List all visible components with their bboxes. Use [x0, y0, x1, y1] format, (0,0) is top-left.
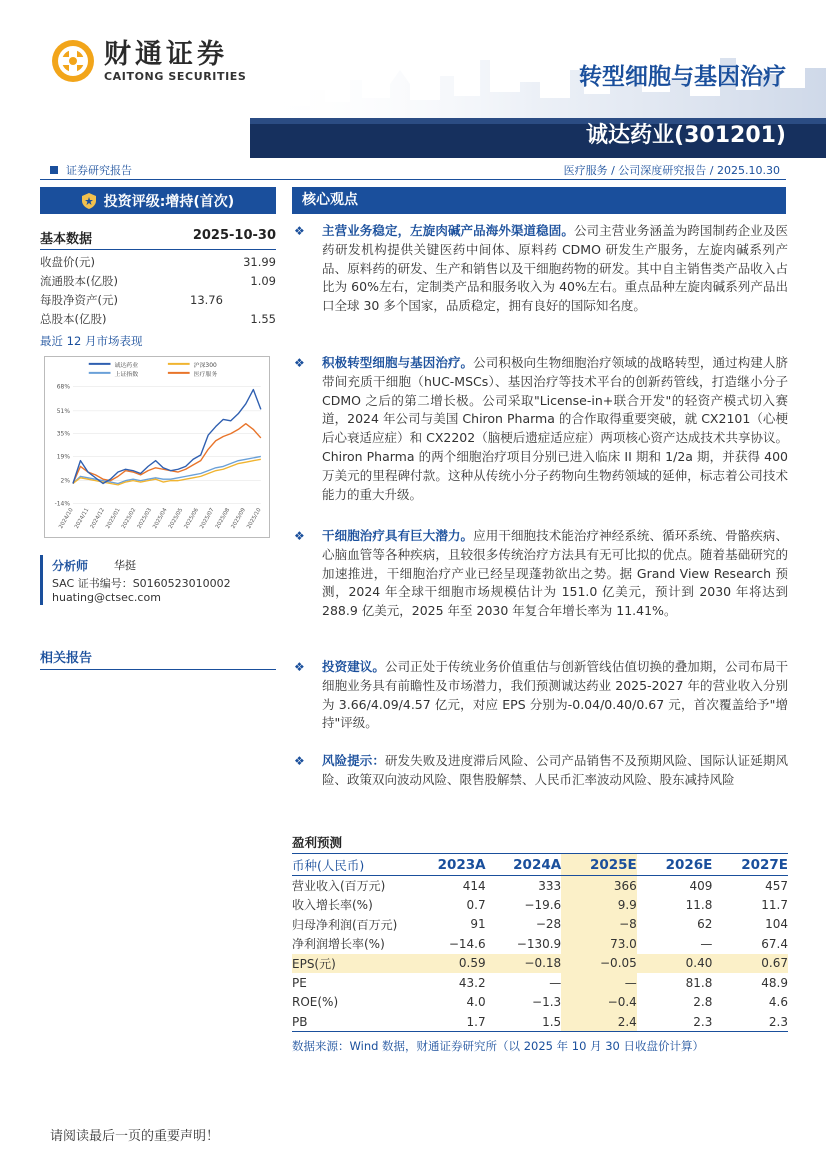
- table-cell: 11.7: [761, 897, 788, 912]
- basic-data-table: [40, 228, 276, 329]
- disclaimer-footer: 请阅读最后一页的重要声明！: [50, 1129, 220, 1144]
- analyst-accent-bar: [40, 555, 43, 605]
- report-category-date: 医疗服务 / 公司深度研究报告 / 2025.10.30: [563, 164, 780, 177]
- x-tick-label: 2025/06: [183, 507, 200, 530]
- report-type: 证券研究报告: [66, 164, 132, 177]
- legend-label: 上证指数: [114, 370, 139, 378]
- core-point: ❖ 风险提示：研发失败及进度滞后风险、公司产品销售不及预期风险、国际认证延期风险、政策双向波动风险、限售股解禁、人民币汇率波动风险、股东减持风险: [294, 753, 788, 787]
- diamond-bullet-icon: ❖: [294, 660, 305, 674]
- core-view-heading: 核心观点: [292, 187, 786, 214]
- table-cell: −1.3: [532, 995, 562, 1010]
- table-cell: 366: [561, 876, 637, 896]
- table-cell: −14.6: [448, 936, 486, 951]
- rating-text: 投资评级:增持(首次): [103, 193, 235, 210]
- table-header-row: 币种(人民币) 2023A 2024A 2025E 2026E 2027E: [292, 854, 788, 876]
- basic-data-row: 每股净资产(元) 13.76: [40, 293, 223, 307]
- diamond-bullet-icon: ❖: [294, 754, 305, 768]
- table-row: [292, 934, 788, 954]
- core-point: ❖ 积极转型细胞与基因治疗。公司积极向生物细胞治疗领域的战略转型，通过构建人脐带间充质干细胞（hUC-MSCs）、基因治疗等技术平台的创新药管线，打造继小分子 CDMO 之后的第二增长极。公司采取"License-in+联合开发"的轻资产模式切入赛道，2024 年公司与美国 Chiron Pharma 的合作取得重要突破，就 CX2101（心梗后心衰适应症）和 CX2202（脑梗后遗症适应症）两项核心资产达成技术共享协议。Chiron Pharma 的两个细胞治疗项目分别已进入临床 II 期和 1/2a 期，并获得 400 万美元的里程碑付款。这种从传统小分子药物向生物药领域的延伸，标志着公司技术能力的重大升级。: [294, 355, 788, 502]
- table-row: [292, 973, 788, 993]
- x-tick-label: 2024/12: [89, 507, 106, 530]
- report-title: 转型细胞与基因治疗: [579, 64, 786, 90]
- y-tick-label: 35%: [56, 430, 70, 438]
- row-label: 营业收入(百万元): [292, 879, 386, 893]
- x-tick-label: 2025/02: [120, 507, 138, 530]
- y-tick-label: 51%: [56, 407, 70, 415]
- legend-label: 诚达药业: [114, 361, 139, 369]
- table-cell: 4.0: [466, 995, 486, 1010]
- table-cell: 2.3: [637, 1012, 713, 1032]
- row-label: 收入增长率(%): [292, 898, 373, 913]
- x-tick-label: 2025/01: [105, 507, 122, 530]
- basic-data-row: 流通股本(亿股) 1.09: [40, 274, 276, 288]
- table-row: [292, 915, 788, 935]
- legend-label: 医疗服务: [193, 370, 218, 378]
- core-point: ❖ 投资建议。公司正处于传统业务价值重估与创新管线估值切换的叠加期，公司布局干细胞业务具有前瞻性及市场潜力，我们预测诚达药业 2025-2027 年的营业收入分别为 3.66/4.09/4.57 亿元，对应 EPS 分别为-0.04/0.40/0.67 元，首次覆盖给予"增持"评级。: [294, 659, 788, 731]
- y-tick-label: -14%: [54, 500, 70, 508]
- diamond-bullet-icon: ❖: [294, 356, 305, 370]
- diamond-bullet-icon: ❖: [294, 224, 305, 238]
- table-cell: −0.4: [561, 993, 637, 1013]
- table-cell: 4.6: [768, 995, 788, 1010]
- basic-data-row: 总股本(亿股) 1.55: [40, 312, 276, 326]
- table-cell: 2.4: [561, 1012, 637, 1032]
- table-cell: —: [700, 936, 713, 951]
- table-cell: 0.7: [466, 897, 486, 912]
- table-row: [292, 876, 788, 896]
- table-cell: 104: [765, 917, 788, 932]
- table-cell: −19.6: [524, 897, 562, 912]
- x-tick-label: 2025/03: [136, 507, 153, 530]
- basic-data-date: 2025-10-30: [192, 228, 276, 243]
- table-cell: 91: [470, 917, 486, 932]
- table-row: [292, 895, 788, 915]
- series-line-4: [73, 424, 261, 484]
- x-tick-label: 2024/11: [73, 507, 91, 530]
- investment-rating: [40, 187, 276, 214]
- table-cell: −0.05: [561, 954, 637, 974]
- table-cell: —: [561, 973, 637, 993]
- x-tick-label: 2025/10: [246, 507, 263, 530]
- table-cell: 0.59: [410, 954, 486, 974]
- market-performance-title: 最近 12 月市场表现: [40, 334, 143, 348]
- core-point: ❖ 干细胞治疗具有巨大潜力。应用干细胞技术能治疗神经系统、循环系统、骨骼疾病、心脑血管等各种疾病，且较很多传统治疗方法具有无可比拟的优点。随着基础研究的加速推进，干细胞治疗产业已经呈现蓬勃欲出之势。据 Grand View Research 预测，2024 年全球干细胞市场规模估计为 151.0 亿美元，预计到 2030 年将达到 288.9 亿美元，2025 年至 2030 年复合年增长率为 11.41%。: [294, 528, 788, 619]
- diamond-bullet-icon: ❖: [294, 529, 305, 543]
- y-tick-label: 68%: [56, 383, 70, 391]
- row-label: 净利润增长率(%): [292, 937, 385, 952]
- market-performance-chart: [44, 356, 270, 538]
- x-tick-label: 2025/07: [199, 507, 216, 530]
- table-cell: 73.0: [561, 934, 637, 954]
- table-cell: 11.8: [685, 897, 713, 912]
- table-cell: 409: [689, 878, 713, 893]
- table-cell: —: [549, 975, 562, 990]
- analyst-name: 华挺: [114, 559, 137, 572]
- table-cell: 9.9: [561, 895, 637, 915]
- table-cell: 1.7: [410, 1012, 486, 1032]
- table-cell: −8: [561, 915, 637, 935]
- row-label: ROE(%): [292, 995, 339, 1010]
- table-row: [292, 954, 788, 974]
- series-line-1: [73, 390, 261, 484]
- table-cell: −28: [535, 917, 562, 932]
- table-cell: 62: [697, 917, 713, 932]
- table-cell: 48.9: [761, 975, 788, 990]
- table-cell: −0.18: [486, 954, 562, 974]
- table-row: [292, 1012, 788, 1032]
- row-label: 归母净利润(百万元): [292, 917, 398, 932]
- table-cell: 43.2: [458, 975, 486, 990]
- x-tick-label: 2025/08: [214, 507, 232, 530]
- square-bullet-icon: [50, 166, 58, 174]
- table-cell: 457: [765, 878, 788, 893]
- row-label: PB: [292, 1012, 410, 1032]
- table-row: [292, 993, 788, 1013]
- table-cell: 414: [462, 878, 486, 893]
- table-cell: 1.5: [486, 1012, 562, 1032]
- table-cell: 67.4: [761, 936, 788, 951]
- row-label: PE: [292, 975, 307, 990]
- x-tick-label: 2024/10: [58, 507, 75, 530]
- data-source-note: 数据来源：Wind 数据，财通证券研究所（以 2025 年 10 月 30 日收盘价计算）: [292, 1039, 705, 1053]
- x-tick-label: 2025/04: [152, 507, 169, 530]
- brand-logo: [50, 38, 246, 84]
- core-point: ❖ 主营业务稳定，左旋肉碱产品海外渠道稳固。公司主营业务涵盖为跨国制药企业及医药研发机构提供关键医药中间体、原料药 CDMO 研发生产服务，左旋肉碱系列产品、原料药的研发、生产和销售以及干细胞药物的研发。其中自主销售类产品收入占比为 60%左右，定制类产品和服务收入为 40%左右。重点品种左旋肉碱系列产品出口全球 30 多个国家，品质稳定，拥有良好的国际知名度。: [294, 223, 788, 314]
- profit-forecast-table: [292, 853, 788, 1032]
- x-tick-label: 2025/09: [230, 507, 247, 530]
- sub-header-bar: [40, 160, 786, 180]
- table-cell: 81.8: [685, 975, 713, 990]
- forecast-title: 盈利预测: [292, 835, 343, 850]
- y-tick-label: 19%: [56, 453, 70, 461]
- basic-data-row: 收盘价(元) 31.99: [40, 255, 276, 269]
- analyst-label: 分析师: [52, 559, 89, 573]
- table-cell: −130.9: [516, 936, 562, 951]
- analyst-email[interactable]: huating@ctsec.com: [52, 591, 161, 604]
- stock-name-code: 诚达药业(301201): [586, 123, 786, 148]
- logo-english-name: CAITONG SECURITIES: [104, 69, 247, 83]
- caitong-logo-icon: [50, 38, 96, 84]
- basic-data-title: 基本数据: [40, 232, 93, 247]
- shield-star-icon: [82, 193, 96, 209]
- table-cell: 2.3: [712, 1012, 788, 1032]
- analyst-sac-number: SAC 证书编号：S0160523010002: [52, 577, 231, 590]
- legend-label: 沪深300: [193, 361, 217, 369]
- report-header: [0, 0, 826, 158]
- x-tick-label: 2025/05: [167, 507, 185, 530]
- divider: [40, 179, 786, 180]
- y-tick-label: 2%: [60, 477, 70, 485]
- table-cell: 0.67: [712, 954, 788, 974]
- logo-chinese-name: 财通证券: [104, 38, 228, 70]
- related-reports-heading: 相关报告: [40, 647, 276, 670]
- table-cell: 2.8: [693, 995, 713, 1010]
- table-cell: 333: [538, 878, 562, 893]
- table-cell: 0.40: [637, 954, 713, 974]
- row-label: EPS(元): [292, 954, 410, 974]
